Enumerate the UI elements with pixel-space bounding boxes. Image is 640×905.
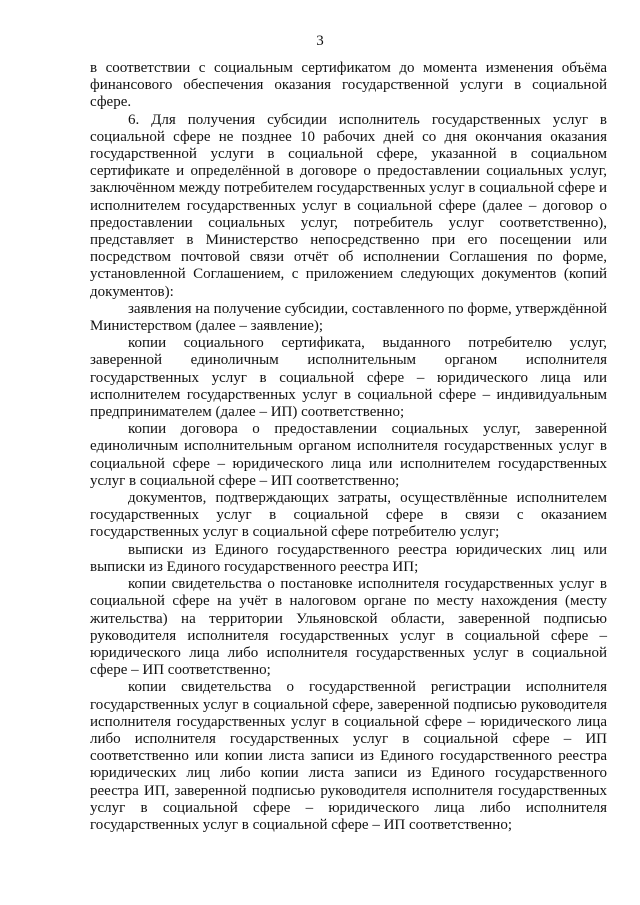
paragraph-application: заявления на получение субсидии, составленного по форме, утверждённой Министерством (далее – заявление); <box>90 300 607 335</box>
paragraph-expense-documents: документов, подтверждающих затраты, осуществлённые исполнителем государственных услуг в социальной сфере в связи с оказанием государственных услуг в социальной сфере потребителю услуг; <box>90 490 607 541</box>
paragraph-item-6: 6. Для получения субсидии исполнитель государственных услуг в социальной сфере не позднее 10 рабочих дней со дня окончания оказания государственной услуги в социальной сфере, указанной в социальном сертификате и определённой в договоре о предоставлении социальных услуг, заключённом между потребителем государственных услуг в социальной сфере и исполнителем государственных услуг в социальной сфере (далее – договор о предоставлении социальных услуг, потребитель услуг соответственно), представляет в Министерство непосредственно при его посещении или посредством почтовой связи отчёт об исполнении Соглашения по форме, установленной Соглашением, с приложением следующих документов (копий документов): <box>90 111 607 300</box>
paragraph-state-registration: копии свидетельства о государственной регистрации исполнителя государственных услуг в социальной сфере, заверенной подписью руководителя исполнителя государственных услуг в социальной сфере – юридического лица либо исполнителя государственных услуг в социальной сфере – ИП соответственно или копии листа записи из Единого государственного реестра юридических лиц либо копии листа записи из Единого государственного реестра ИП, заверенной подписью руководителя исполнителя государственных услуг в социальной сфере – юридического лица либо исполнителя государственных услуг в социальной сфере – ИП соответственно; <box>90 679 607 833</box>
paragraph-continuation: в соответствии с социальным сертификатом до момента изменения объёма финансового обеспечения оказания государственной услуги в социальной сфере. <box>90 60 607 111</box>
paragraph-certificate-copy: копии социального сертификата, выданного потребителю услуг, заверенной единоличным исполнительным органом исполнителя государственных услуг в социальной сфере – юридического лица или исполнителем государственных услуг в социальной сфере – индивидуальным предпринимателем (далее – ИП) соответственно; <box>90 335 607 421</box>
paragraph-tax-registration: копии свидетельства о постановке исполнителя государственных услуг в социальной сфере на учёт в налоговом органе по месту нахождения (месту жительства) на территории Ульяновской области, заверенной подписью руководителя исполнителя государственных услуг в социальной сфере – юридического лица либо исполнителя государственных услуг в социальной сфере – ИП соответственно; <box>90 576 607 679</box>
paragraph-contract-copy: копии договора о предоставлении социальных услуг, заверенной единоличным исполнительным органом исполнителя государственных услуг в социальной сфере – юридического лица или исполнителем государственных услуг в социальной сфере – ИП соответственно; <box>90 421 607 489</box>
document-body <box>90 60 607 834</box>
paragraph-register-extract: выписки из Единого государственного реестра юридических лиц или выписки из Единого государственного реестра ИП; <box>90 541 607 575</box>
page-number: 3 <box>316 33 324 49</box>
